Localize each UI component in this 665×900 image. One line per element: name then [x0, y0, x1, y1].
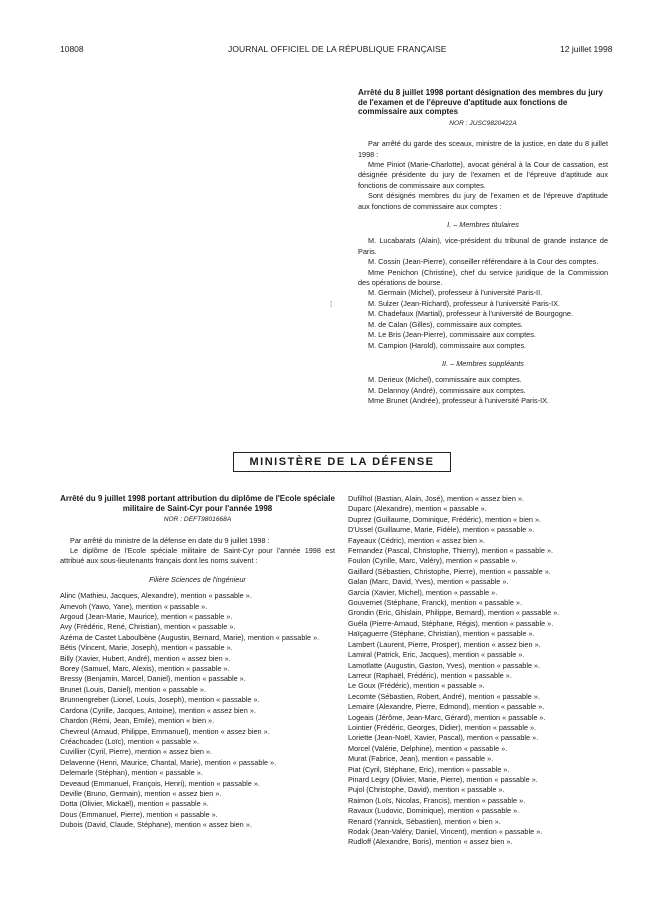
- list-item: Brunnengreber (Lionel, Louis, Joseph), mention « passable ».: [60, 695, 260, 705]
- list-item: Cardona (Cyrille, Jacques, Antoine), mention « assez bien ».: [60, 705, 256, 715]
- list-item: Delavenne (Henri, Maurice, Chantal, Marie), mention « passable ».: [60, 757, 277, 767]
- arrete-title: Arrêté du 9 juillet 1998 portant attribution du diplôme de l'Ecole spéciale militaire de Saint-Cyr pour l'année 1998: [60, 494, 335, 513]
- list-item: M. Chadefaux (Martial), professeur à l'université de Bourgogne.: [368, 309, 573, 319]
- list-item: Brunet (Louis, Daniel), mention « passable ».: [60, 684, 207, 694]
- list-item: Chardon (Rémi, Jean, Emile), mention « bien ».: [60, 716, 215, 726]
- list-item: M. de Calan (Gilles), commissaire aux comptes.: [368, 319, 523, 329]
- list-item: Grondin (Eric, Ghislain, Philippe, Bernard), mention « passable ».: [348, 608, 560, 618]
- list-item: Galan (Marc, David, Yves), mention « passable ».: [348, 577, 509, 587]
- list-item: M. Derieux (Michel), commissaire aux comptes.: [368, 375, 522, 385]
- list-item: Chevreul (Arnaud, Philippe, Emmanuel), mention « assez bien ».: [60, 726, 270, 736]
- list-item: Logeais (Jérôme, Jean-Marc, Gérard), mention « passable ».: [348, 712, 546, 722]
- list-item: Piat (Cyril, Stéphane, Eric), mention « passable ».: [348, 764, 510, 774]
- list-item: Cuvillier (Cyril, Pierre), mention « assez bien ».: [60, 747, 213, 757]
- list-item: Bétis (Vincent, Marie, Joseph), mention « passable ».: [60, 643, 233, 653]
- list-item: Borey (Samuel, Marc, Alexis), mention « passable ».: [60, 664, 230, 674]
- list-item: M. Campion (Harold), commissaire aux comptes.: [368, 340, 527, 350]
- list-item: Dotta (Olivier, Mickaël), mention « passable ».: [60, 799, 209, 809]
- ministry-heading: MINISTÈRE DE LA DÉFENSE: [233, 452, 451, 472]
- list-item: Billy (Xavier, Hubert, André), mention « assez bien ».: [60, 653, 231, 663]
- list-item: Rodak (Jean-Valéry, Daniel, Vincent), mention « passable ».: [348, 827, 543, 836]
- journal-title: JOURNAL OFFICIEL DE LA RÉPUBLIQUE FRANÇAISE: [228, 44, 447, 54]
- graduate-list-right: [348, 494, 610, 848]
- publication-date: 12 juillet 1998: [560, 44, 613, 54]
- list-item: Ravaux (Ludovic, Dominique), mention « passable ».: [348, 806, 520, 816]
- list-item: M. Le Bris (Jean-Pierre), commissaire aux comptes.: [368, 330, 536, 340]
- paragraph: Par arrêté du garde des sceaux, ministre de la justice, en date du 8 juillet 1998 :: [358, 139, 608, 159]
- list-item: Lamotlatte (Augustin, Gaston, Yves), mention « passable ».: [348, 660, 541, 670]
- section-heading: I. – Membres titulaires: [447, 220, 519, 230]
- list-item: Lemaire (Alexandre, Pierre, Edmond), mention « passable ».: [348, 702, 545, 712]
- list-item: M. Sulzer (Jean-Richard), professeur à l'université Paris-IX.: [368, 298, 560, 308]
- list-item: Gouvernet (Stéphane, Franck), mention « passable ».: [348, 598, 523, 608]
- arrete-saint-cyr: [60, 494, 335, 831]
- list-item: Dubois (David, Claude, Stéphane), mention « assez bien ».: [60, 820, 252, 830]
- list-item: Fayeaux (Cédric), mention « assez bien ».: [348, 535, 486, 545]
- paragraph: Par arrêté du ministre de la défense en date du 9 juillet 1998 :: [70, 535, 270, 545]
- list-item: Pinard Legry (Olivier, Marie, Pierre), mention « passable ».: [348, 774, 538, 784]
- list-item: Créachcadec (Loïc), mention « passable ».: [60, 736, 200, 746]
- list-item: Argoud (Jean-Marie, Maurice), mention « passable ».: [60, 612, 233, 622]
- list-item: Azéma de Castet Laboulbène (Augustin, Bernard, Marie), mention « passable ».: [60, 632, 320, 642]
- list-item: Raimon (Loïs, Nicolas, Francis), mention « passable ».: [348, 795, 526, 805]
- list-item: Alinc (Mathieu, Jacques, Alexandre), mention « passable ».: [60, 591, 252, 601]
- list-item: Rudloff (Alexandre, Boris), mention « assez bien ».: [348, 837, 513, 847]
- nor-reference: NOR : JUSC9820422A: [449, 119, 517, 127]
- list-item: Lamiral (Patrick, Eric, Jacques), mention « passable ».: [348, 650, 525, 660]
- column-mark: ⁞: [330, 300, 333, 309]
- list-item: M. Delannoy (André), commissaire aux comptes.: [368, 385, 526, 395]
- list-item: Guéla (Pierre-Arnaud, Stéphane, Régis), mention « passable ».: [348, 618, 554, 628]
- arrete-jury-commissaire: [358, 88, 608, 407]
- list-item: D'Ussel (Guillaume, Marie, Fidèle), mention « passable ».: [348, 525, 535, 535]
- list-item: Morcel (Valérie, Delphine), mention « passable ».: [348, 743, 508, 753]
- filiere-heading: Filière Sciences de l'ingénieur: [149, 574, 246, 584]
- list-item: Delemarle (Stéphan), mention « passable ».: [60, 768, 203, 778]
- paragraph: Le diplôme de l'Ecole spéciale militaire de Saint-Cyr pour l'année 1998 est attribué aux sous-lieutenants français dont les noms suivent :: [60, 546, 335, 566]
- nor-reference: NOR : DEFT9801668A: [163, 516, 232, 524]
- list-item: Bressy (Benjamin, Marcel, Daniel), mention « passable ».: [60, 674, 246, 684]
- list-item: Mme Brunet (Andrée), professeur à l'université Paris-IX.: [368, 396, 550, 406]
- list-item: Lointier (Frédéric, Georges, Didier), mention « passable ».: [348, 722, 537, 732]
- list-item: Duparc (Alexandre), mention « passable ».: [348, 504, 487, 514]
- list-item: Duprez (Guillaume, Dominique, Frédéric), mention « bien ».: [348, 514, 542, 524]
- list-item: M. Lucabarats (Alain), vice-président du tribunal de grande instance de Paris.: [358, 236, 608, 256]
- list-item: Dous (Emmanuel, Pierre), mention « passable ».: [60, 809, 218, 819]
- list-item: Foulon (Cyrille, Marc, Valéry), mention « passable ».: [348, 556, 518, 566]
- list-item: Fernandez (Pascal, Christophe, Thierry), mention « passable ».: [348, 546, 554, 556]
- list-item: Gaillard (Sébastien, Christophe, Pierre), mention « passable ».: [348, 566, 551, 576]
- list-item: Larreur (Raphaël, Frédéric), mention « passable ».: [348, 670, 512, 680]
- list-item: Amevoh (Yawo, Yane), mention « passable ».: [60, 601, 208, 611]
- list-item: Garcia (Xavier, Michel), mention « passable ».: [348, 587, 498, 597]
- list-item: Lambert (Laurent, Pierre, Prosper), mention « assez bien ».: [348, 639, 541, 649]
- arrete-title: Arrêté du 8 juillet 1998 portant désignation des membres du jury de l'examen et de l'épreuve d'aptitude aux fonctions de commissaire aux comptes: [358, 88, 603, 117]
- list-item: M. Cossin (Jean-Pierre), conseiller référendaire à la Cour des comptes.: [368, 257, 599, 267]
- section-heading: II. – Membres suppléants: [442, 358, 524, 368]
- list-item: Murat (Fabrice, Jean), mention « passable ».: [348, 754, 494, 764]
- list-item: Avy (Frédéric, René, Christian), mention « passable ».: [60, 622, 236, 632]
- list-item: M. Germain (Michel), professeur à l'université Paris-II.: [368, 288, 543, 298]
- graduate-list-left: [60, 591, 335, 830]
- list-item: Lecomte (Sébastien, Robert, André), mention « passable ».: [348, 691, 540, 701]
- list-item: Pujol (Christophe, David), mention « passable ».: [348, 785, 505, 795]
- list-item: Haïçaguerre (Stéphane, Christian), mention « passable ».: [348, 629, 535, 639]
- list-item: Renard (Yannick, Sébastien), mention « bien ».: [348, 816, 501, 826]
- list-item: Mme Penichon (Christine), chef du service juridique de la Commission des opérations de bourse.: [358, 267, 608, 288]
- list-item: Dufilhol (Bastian, Alain, José), mention « assez bien ».: [348, 494, 525, 503]
- list-item: Le Goux (Frédéric), mention « passable ».: [348, 681, 485, 691]
- list-item: Deville (Bruno, Germain), mention « assez bien ».: [60, 788, 222, 798]
- paragraph: Mme Piniot (Marie-Charlotte), avocat général à la Cour de cassation, est désignée présidente du jury de l'examen et de l'épreuve d'aptitude aux fonctions de commissaire aux comptes.: [358, 160, 608, 190]
- paragraph: Sont désignés membres du jury de l'examen et de l'épreuve d'aptitude aux fonctions de commissaire aux comptes :: [358, 191, 608, 211]
- page-number: 10808: [60, 44, 84, 54]
- list-item: Loriette (Jean-Noël, Xavier, Pascal), mention « passable ».: [348, 733, 539, 743]
- list-item: Deveaud (Emmanuel, François, Henri), mention « passable ».: [60, 778, 260, 788]
